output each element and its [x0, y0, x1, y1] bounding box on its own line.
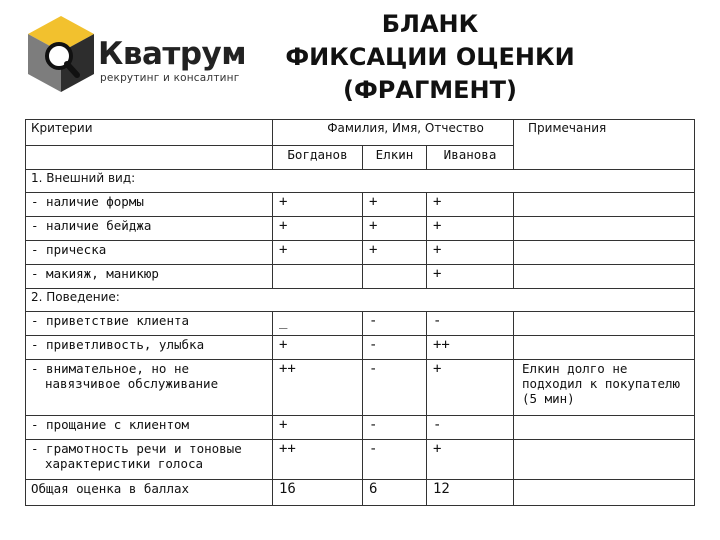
criterion-label: [26, 440, 273, 480]
criterion-label: - прическа: [26, 241, 273, 265]
mark-cell: +: [363, 217, 427, 241]
mark-cell: -: [363, 416, 427, 440]
mark-cell: +: [427, 440, 514, 480]
mark-cell: -: [363, 336, 427, 360]
candidate-name: Иванова: [427, 146, 514, 170]
total-label: Общая оценка в баллах: [26, 480, 273, 506]
note-cell: [514, 217, 695, 241]
header-names-group: Фамилия, Имя, Отчество: [273, 120, 514, 146]
company-logo: [26, 14, 266, 94]
mark-cell: ++: [427, 336, 514, 360]
mark-cell: ++: [273, 360, 363, 416]
criterion-label: [26, 416, 273, 440]
mark-cell: +: [273, 416, 363, 440]
header-notes: Примечания: [514, 120, 695, 170]
header-criteria: Критерии: [26, 120, 273, 146]
mark-cell: -: [363, 360, 427, 416]
mark-cell: -: [363, 312, 427, 336]
table-row: [26, 312, 695, 336]
criterion-text: - приветливость, улыбка: [31, 337, 205, 352]
mark-cell: +: [273, 217, 363, 241]
note-cell: [514, 480, 695, 506]
criterion-text: - прощание с клиентом: [31, 417, 190, 432]
criterion-text: - грамотность речи и тоновые: [31, 441, 242, 456]
criterion-label: [26, 336, 273, 360]
candidate-name: Богданов: [273, 146, 363, 170]
mark-cell: +: [363, 193, 427, 217]
section-heading: 2. Поведение:: [26, 289, 695, 312]
criterion-label: - макияж, маникюр: [26, 265, 273, 289]
note-cell: [514, 265, 695, 289]
note-cell: [514, 336, 695, 360]
table-row: [26, 440, 695, 480]
criterion-label: - наличие формы: [26, 193, 273, 217]
page-title: [280, 8, 580, 107]
note-cell: [514, 312, 695, 336]
mark-cell: ++: [273, 440, 363, 480]
total-row: [26, 480, 695, 506]
mark-cell: -: [427, 312, 514, 336]
title-line-2: ФИКСАЦИИ ОЦЕНКИ: [285, 43, 575, 71]
mark-cell: +: [427, 193, 514, 217]
mark-cell: -: [427, 416, 514, 440]
mark-cell: -: [363, 440, 427, 480]
mark-cell: _: [273, 312, 363, 336]
criterion-label: [26, 312, 273, 336]
logo-tagline: рекрутинг и консалтинг: [100, 72, 240, 84]
logo-name: Кватрум: [98, 36, 247, 72]
table-row: [26, 336, 695, 360]
header-empty: [26, 146, 273, 170]
section-heading: 1. Внешний вид:: [26, 170, 695, 193]
mark-cell: [273, 265, 363, 289]
table-row: [26, 193, 695, 217]
total-score: 16: [273, 480, 363, 506]
table-row: [26, 217, 695, 241]
note-cell: [514, 440, 695, 480]
mark-cell: +: [427, 241, 514, 265]
criterion-label: - наличие бейджа: [26, 217, 273, 241]
evaluation-table: [25, 119, 695, 506]
logo-cube-icon: [26, 14, 96, 94]
note-cell: [514, 241, 695, 265]
mark-cell: +: [427, 217, 514, 241]
table-row: [26, 265, 695, 289]
note-cell: [514, 416, 695, 440]
mark-cell: +: [427, 265, 514, 289]
note-cell: Елкин долго не подходил к покупателю (5 мин): [514, 360, 695, 416]
criterion-label: [26, 360, 273, 416]
mark-cell: +: [427, 360, 514, 416]
mark-cell: [363, 265, 427, 289]
criterion-text: - внимательное, но не: [31, 361, 190, 376]
title-line-1: БЛАНК: [381, 10, 479, 38]
table-row: [26, 241, 695, 265]
table-row: [26, 360, 695, 416]
criterion-text-continued: навязчивое обслуживание: [45, 376, 219, 391]
criterion-text: - приветствие клиента: [31, 313, 190, 328]
criterion-text-continued: характеристики голоса: [45, 456, 204, 471]
table-row: [26, 416, 695, 440]
candidate-name: Елкин: [363, 146, 427, 170]
mark-cell: +: [273, 241, 363, 265]
note-cell: [514, 193, 695, 217]
mark-cell: +: [273, 193, 363, 217]
total-score: 6: [363, 480, 427, 506]
total-score: 12: [427, 480, 514, 506]
mark-cell: +: [363, 241, 427, 265]
title-line-3: (ФРАГМЕНТ): [343, 76, 517, 104]
mark-cell: +: [273, 336, 363, 360]
